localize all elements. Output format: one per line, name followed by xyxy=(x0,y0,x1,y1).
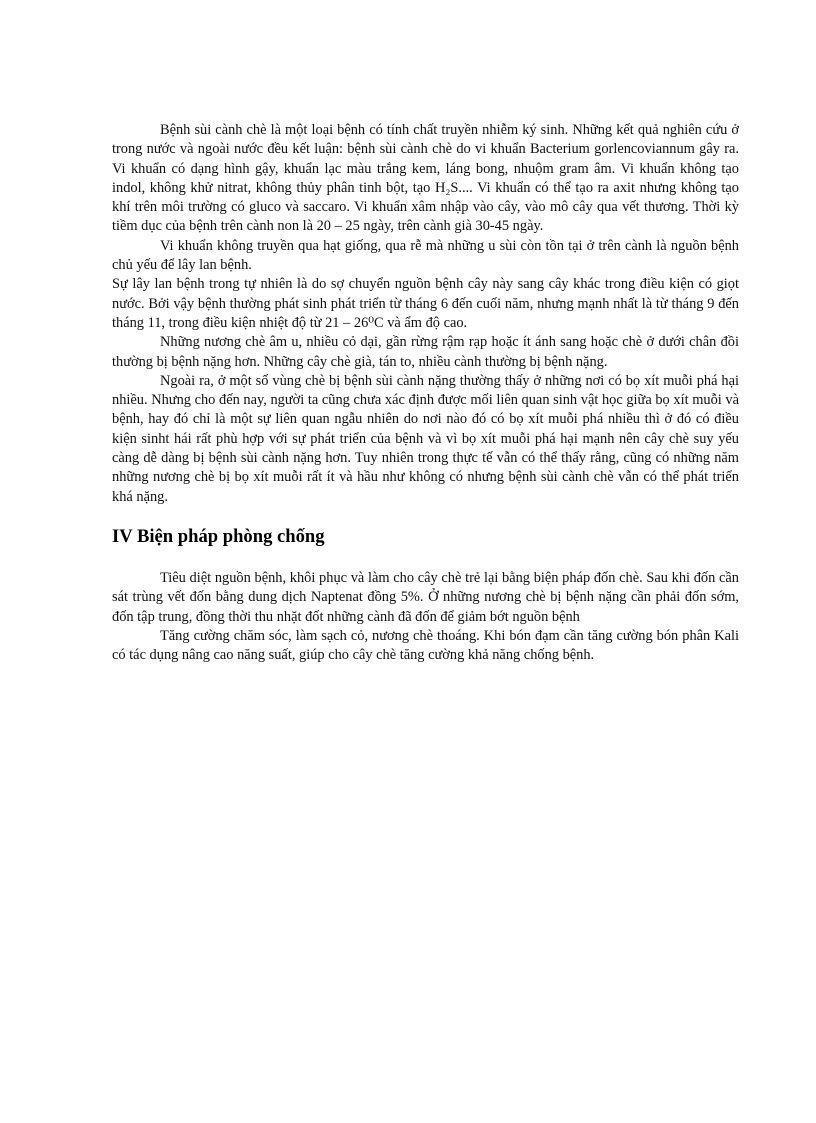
paragraph-care-measures: Tăng cường chăm sóc, làm sạch cỏ, nương chè thoáng. Khi bón đạm cần tăng cường bón phân Kali có tác dụng nâng cao năng suất, giúp cho cây chè tăng cường khả năng chống bệnh. xyxy=(112,627,739,664)
section-heading-prevention: IV Biện pháp phòng chống xyxy=(112,525,325,547)
paragraph-transmission-source: Vi khuẩn không truyền qua hạt giống, qua rễ mà những u sùi còn tồn tại ở trên cành là nguồn bệnh chủ yếu để lây lan bệnh. xyxy=(112,237,739,274)
paragraph-natural-spread: Sự lây lan bệnh trong tự nhiên là do sợ chuyển nguồn bệnh cây này sang cây khác trong điều kiện có giọt nước. Bởi vậy bệnh thường phát sinh phát triển từ tháng 6 đến cuối năm, nhưng mạnh nhất là từ tháng 9 đến tháng 11, trong điều kiện nhiệt độ từ 21 – 26⁰C và ẩm độ cao. xyxy=(112,276,739,331)
paragraph-risk-conditions: Những nương chè âm u, nhiều cỏ dại, gần rừng rậm rạp hoặc ít ánh sang hoặc chè ở dưới chân đồi thường bị bệnh nặng hơn. Những cây chè già, tán to, nhiều cành thường bị bệnh nặng. xyxy=(112,334,739,370)
paragraph-disease-cause: Bệnh sùi cành chè là một loại bệnh có tính chất truyền nhiễm ký sinh. Những kết quả nghiên cứu ở trong nước và ngoài nước đều kết luận: bệnh sùi cành chè do vi khuẩn Bacterium gorlencoviannum gây ra. Vi khuẩn có dạng hình gậy, khuẩn lạc màu trắng kem, láng bong, nhuộm gram âm. Vi khuẩn không tạo indol, không khử nitrat, không thủy phân tinh bột, tạo H₂S.... Vi khuẩn có thể tạo ra axit nhưng không tạo khí trên môi trường có gluco và saccaro. Vi khuẩn xâm nhập vào cây, vào mô cây qua vết thương. Thời kỳ tiềm dục của bệnh trên cành non là 20 – 25 ngày, trên cành già 30-45 ngày. xyxy=(112,122,739,235)
paragraph-pruning-measures: Tiêu diệt nguồn bệnh, khôi phục và làm cho cây chè trẻ lại bằng biện pháp đốn chè. Sau khi đốn cần sát trùng vết đốn bằng dung dịch Naptenat đồng 5%. Ở những nương chè bị bệnh nặng cần phải đốn sớm, đốn tập trung, đồng thời thu nhặt đốt những cành đã đốn để giảm bớt nguồn bệnh xyxy=(112,569,739,625)
document-body xyxy=(112,121,739,665)
paragraph-insect-relation: Ngoài ra, ở một số vùng chè bị bệnh sùi cành nặng thường thấy ở những nơi có bọ xít muỗi phá hại nhiều. Nhưng cho đến nay, người ta cũng chưa xác định được mối liên quan sinh vật học giữa bọ xít muỗi và bệnh, hay đó chỉ là một sự liên quan ngẫu nhiên do nơi nào đó có bọ xít muỗi phá nhiều thì ở đó có điều kiện sinht hái rất phù hợp với sự phát triển của bệnh và vì bọ xít muỗi phá hại mạnh nên cây chè suy yếu càng dễ dàng bị bệnh sùi cành nặng hơn. Tuy nhiên trong thực tế vẫn có thể thấy rằng, cũng có những năm những nương chè bị bọ xít muỗi rất ít và hầu như không có nhưng bệnh sùi cành chè vẫn có thể phát triển khá nặng. xyxy=(112,372,739,505)
